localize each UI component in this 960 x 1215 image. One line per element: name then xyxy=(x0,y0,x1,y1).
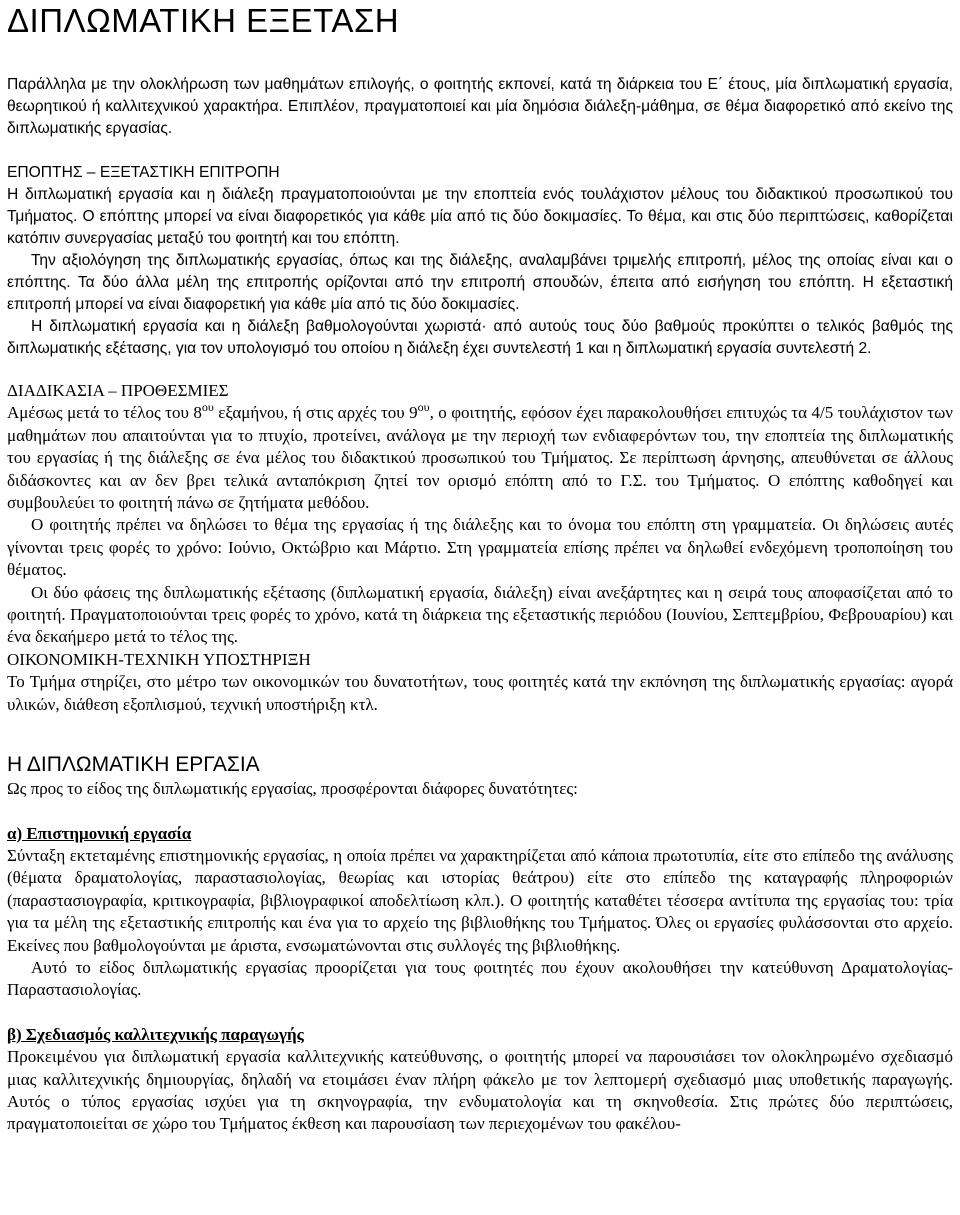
intro-paragraph: Παράλληλα με την ολοκλήρωση των μαθημάτων επιλογής, ο φοιτητής εκπονεί, κατά τη διάρκεια του Ε΄ έτους, μία διπλωματική εργασία, θεωρητικού ή καλλιτεχνικού χαρακτήρα. Επιπλέον, πραγματοποιεί και μία δημόσια διάλεξη-μάθημα, σε θέμα διαφορετικό από εκείνο της διπλωματικής εργασίας. xyxy=(7,76,953,137)
scientific-thesis-heading: α) Επιστημονική εργασία xyxy=(7,823,192,843)
scientific-thesis-paragraph-2: Αυτό το είδος διπλωματικής εργασίας προορίζεται για τους φοιτητές που έχουν ακολουθήσει την κατεύθυνση Δραματολογίας-Παραστασιολογίας. xyxy=(7,957,953,1000)
page-title: ΔΙΠΛΩΜΑΤΙΚΗ ΕΞΕΤΑΣΗ xyxy=(7,2,400,39)
artistic-production-paragraph: Προκειμένου για διπλωματική εργασία καλλιτεχνικής κατεύθυνσης, ο φοιτητής μπορεί να παρουσιάσει τον ολοκληρωμένο σχεδιασμό μιας καλλιτεχνικής δημιουργίας, δηλαδή να ετοιμάσει έναν πλήρη φάκελο με τον λεπτομερή σχεδιασμό μιας υποθετικής παραγωγής. Αυτός ο τύπος εργασίας ισχύει για τη σκηνογραφία, την ενδυματολογία και τη σκηνοθεσία. Στις πρώτες δύο περιπτώσεις, πραγματοποιείται σε χώρο του Τμήματος έκθεση και παρουσίαση των περιεχομένων του φακέλου- xyxy=(7,1047,953,1134)
supervisor-paragraph-2: Την αξιολόγηση της διπλωματικής εργασίας, όπως και της διάλεξης, αναλαμβάνει τριμελής επιτροπή, μέλος της οποίας είναι και ο επόπτης. Τα δύο άλλα μέλη της επιτροπής ορίζονται από την επιτροπή σπουδών, έπειτα από εισήγηση του επόπτη. Η εξεταστική επιτροπή μπορεί να είναι διαφορετική για κάθε μία από τις δύο δοκιμασίες. xyxy=(7,252,953,313)
procedure-text-b: εξαμήνου, ή στις αρχές του 9 xyxy=(213,403,418,423)
spacer xyxy=(7,801,953,823)
procedure-paragraph-3: Οι δύο φάσεις της διπλωματικής εξέτασης (διπλωματική εργασία, διάλεξη) είναι ανεξάρτητες και η σειρά τους αποφασίζεται από το φοιτητή. Πραγματοποιούνται τρεις φορές το χρόνο, κατά τη διάρκεια της εξεταστικής περιόδου (Ιουνίου, Σεπτεμβρίου, Φεβρουαρίου) και ένα δεκαήμερο μετά το τέλος της. xyxy=(7,582,953,647)
artistic-production-heading: β) Σχεδιασμός καλλιτεχνικής παραγωγής xyxy=(7,1024,304,1044)
scientific-thesis-paragraph-1: Σύνταξη εκτεταμένης επιστημονικής εργασίας, η οποία πρέπει να χαρακτηρίζεται από κάποια πρωτοτυπία, είτε στο επίπεδο της ανάλυσης (θέματα δραματολογίας, παραστασιολογίας, θεωρίας και ιστορίας θεάτρου) είτε στο επίπεδο της καταγραφής πληροφοριών (παραστασιογραφία, κριτικογραφία, βιβλιογραφικοί αποδελτίωση κλπ.). Ο φοιτητής καταθέτει τέσσερα αντίτυπα της εργασίας του: τρία για τα μέλη της εξεταστικής επιτροπής και ένα για το αρχείο της βιβλιοθήκης του Τμήματος. Όλες οι εργασίες φυλάσσονται στο αρχείο. Εκείνες που βαθμολογούνται με άριστα, ενσωματώνονται στις συλλογές της βιβλιοθήκης. xyxy=(7,845,953,955)
spacer xyxy=(7,1002,953,1024)
procedure-text-c: , ο φοιτητής, εφόσον έχει παρακολουθήσει επιτυχώς τα 4/5 τουλάχιστον των μαθημάτων που απαιτούνται για το πτυχίο, προτείνει, ανάλογα με την περιοχή των ενδιαφερόντων του, την εποπτεία της διπλωματικής του εργασίας ή της διάλεξης σε ένα μέλος του διδακτικού προσωπικού του Τμήματος. Σε περίπτωση άρνησης, απευθύνεται σε άλλους διδάσκοντες και αν δεν βρει τελικά ανταπόκριση ζητεί τον ορισμό επόπτη από το Γ.Σ. του Τμήματος. Ο επόπτης καθοδηγεί και συμβουλεύει το φοιτητή πάνω σε ζητήματα μεθόδου. xyxy=(7,403,953,513)
thesis-intro: Ως προς το είδος της διπλωματικής εργασίας, προσφέρονται διάφορες δυνατότητες: xyxy=(7,779,578,799)
spacer xyxy=(7,360,953,380)
support-heading: ΟΙΚΟΝΟΜΙΚΗ-ΤΕΧΝΙΚΗ ΥΠΟΣΤΗΡΙΞΗ xyxy=(7,649,311,669)
spacer xyxy=(7,140,953,162)
supervisor-paragraph-1: Η διπλωματική εργασία και η διάλεξη πραγματοποιούνται με την εποπτεία ενός τουλάχιστον μέλους του διδακτικού προσωπικού του Τμήματος. Ο επόπτης μπορεί να είναι διαφορετικός για κάθε μία από τις δύο δοκιμασίες. Το θέμα, και στις δύο περιπτώσεις, καθορίζεται κατόπιν συνεργασίας μεταξύ του φοιτητή και του επόπτη. xyxy=(7,186,953,247)
ordinal-suffix: ου xyxy=(417,400,430,415)
supervisor-paragraph-3: Η διπλωματική εργασία και η διάλεξη βαθμολογούνται χωριστά· από αυτούς τους δύο βαθμούς προκύπτει ο τελικός βαθμός της διπλωματικής εξέτασης, για τον υπολογισμό του οποίου η διάλεξη έχει συντελεστή 1 και η διπλωματική εργασία συντελεστή 2. xyxy=(7,318,953,357)
spacer xyxy=(7,716,953,752)
procedure-text-a: Αμέσως μετά το τέλος του 8 xyxy=(7,403,202,423)
supervisor-heading: ΕΠΟΠΤΗΣ – ΕΞΕΤΑΣΤΙΚΗ ΕΠΙΤΡΟΠΗ xyxy=(7,164,280,181)
thesis-heading: Η ΔΙΠΛΩΜΑΤΙΚΗ ΕΡΓΑΣΙΑ xyxy=(7,753,260,777)
procedure-heading: ΔΙΑΔΙΚΑΣΙΑ – ΠΡΟΘΕΣΜΙΕΣ xyxy=(7,381,229,400)
procedure-paragraph-1 xyxy=(7,402,953,514)
procedure-paragraph-2: Ο φοιτητής πρέπει να δηλώσει το θέμα της εργασίας ή της διάλεξης και το όνομα του επόπτη στη γραμματεία. Οι δηλώσεις αυτές γίνονται τρεις φορές το χρόνο: Ιούνιο, Οκτώβριο και Μάρτιο. Στη γραμματεία επίσης πρέπει να δηλωθεί ενδεχόμενη τροποποίηση του θέματος. xyxy=(7,515,953,580)
ordinal-suffix: ου xyxy=(201,400,214,415)
support-paragraph: Το Τμήμα στηρίζει, στο μέτρο των οικονομικών του δυνατοτήτων, τους φοιτητές κατά την εκπόνηση της διπλωματικής εργασίας: αγορά υλικών, διάθεση εξοπλισμού, τεχνική υποστήριξη κτλ. xyxy=(7,672,953,714)
